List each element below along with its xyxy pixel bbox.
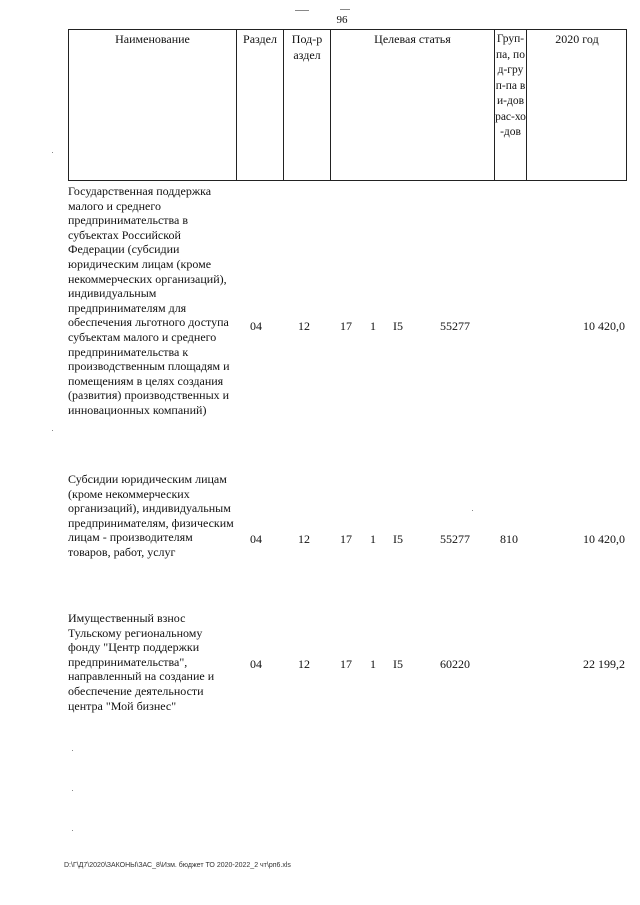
row-1-target-3: I5	[393, 319, 403, 333]
row-1-target-2: 1	[370, 319, 376, 333]
row-1-target-1: 17	[340, 319, 352, 333]
table-row-3-name: Имущественный взнос Тульскому региональному фонду "Центр поддержки предпринимательства", направленный на создание и обеспечение деятельности центра "Мой бизнес"	[68, 611, 215, 713]
row-2-amount: 10 420,0	[583, 532, 625, 546]
row-3-target-3: I5	[393, 657, 403, 671]
row-3-target-2: 1	[370, 657, 376, 671]
header-divider	[526, 29, 527, 181]
row-2-expense-group: 810	[500, 532, 518, 546]
row-1-amount: 10 420,0	[583, 319, 625, 333]
row-3-amount: 22 199,2	[583, 657, 625, 671]
header-section: Раздел	[243, 32, 277, 46]
scan-mark	[295, 10, 309, 11]
scan-mark	[340, 9, 350, 10]
row-2-target-4: 55277	[440, 532, 470, 546]
scan-mark	[72, 750, 73, 751]
header-expense-group: Груп-па, под-груп-па ви-дов рас-хо-дов	[495, 33, 526, 138]
scan-mark	[72, 790, 73, 791]
row-2-target-3: I5	[393, 532, 403, 546]
row-1-subsection: 12	[298, 319, 310, 333]
row-2-subsection: 12	[298, 532, 310, 546]
header-year-2020: 2020 год	[555, 32, 599, 46]
table-row-2-name: Субсидии юридическим лицам (кроме некоммерческих организаций), индивидуальным предпринимателям, физическим лицам - производителям товаров, работ, услуг	[68, 472, 234, 559]
row-2-target-1: 17	[340, 532, 352, 546]
row-1-section: 04	[250, 319, 262, 333]
scan-mark	[52, 152, 53, 153]
row-2-section: 04	[250, 532, 262, 546]
header-divider	[330, 29, 331, 181]
header-subsection: Под-раздел	[291, 32, 323, 62]
row-3-section: 04	[250, 657, 262, 671]
row-1-target-4: 55277	[440, 319, 470, 333]
scan-mark	[472, 510, 473, 511]
header-name: Наименование	[115, 32, 190, 46]
scan-mark	[52, 430, 53, 431]
scan-mark	[72, 830, 73, 831]
row-3-target-1: 17	[340, 657, 352, 671]
footer-file-path: D:\Г\Д7\2020\ЗАКОНЫ\ЗАС_8\Изм. бюджет ТО 2020-2022_2 чт\рп6.xls	[64, 862, 291, 869]
table-header	[68, 29, 627, 181]
header-target-article: Целевая статья	[374, 32, 451, 46]
header-divider	[236, 29, 237, 181]
page-number: 96	[336, 14, 348, 26]
row-3-target-4: 60220	[440, 657, 470, 671]
row-3-subsection: 12	[298, 657, 310, 671]
table-row-1-name: Государственная поддержка малого и среднего предпринимательства в субъектах Российской Федерации (субсидии юридическим лицам (кроме некоммерческих организаций), индивидуальным предпринимателям для обеспечения льготного доступа субъектам малого и среднего предпринимательства к производственным площадям и помещениям в целях создания (развития) производственных и инновационных компаний)	[68, 184, 230, 417]
row-2-target-2: 1	[370, 532, 376, 546]
